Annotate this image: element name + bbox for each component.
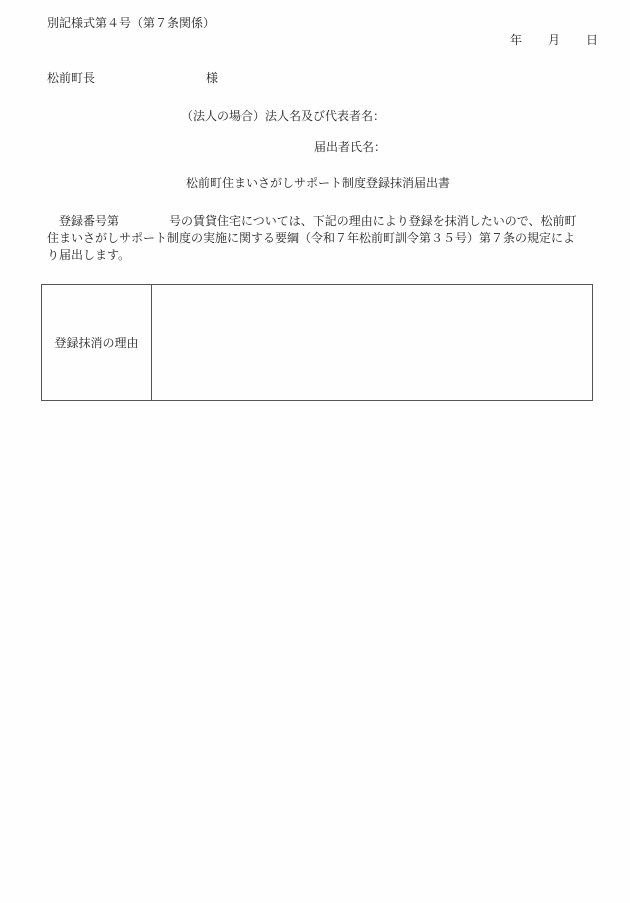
applicant-name-label: 届出者氏名：	[314, 140, 387, 154]
corporate-name-label: （法人の場合）法人名及び代表者名：	[181, 109, 386, 123]
reason-row	[42, 285, 593, 401]
body-line-1	[47, 213, 592, 230]
date-month: 月	[548, 33, 561, 47]
addressee-name: 松前町長	[47, 71, 96, 85]
date-line	[510, 33, 598, 47]
body-line-1-text: 号の賃貸住宅については、下記の理由により登録を抹消したいので、松前町	[169, 214, 577, 228]
reason-value-cell[interactable]	[152, 285, 593, 401]
reason-label: 登録抹消の理由	[42, 285, 152, 401]
addressee-honorific: 様	[206, 71, 219, 85]
registration-number-prefix: 登録番号第	[59, 214, 120, 228]
body-line-3: り届出します。	[47, 248, 131, 262]
body-line-2: 住まいさがしサポート制度の実施に関する要綱（令和７年松前町訓令第３５号）第７条の規定によ	[47, 231, 576, 245]
form-number: 別記様式第４号（第７条関係）	[47, 16, 216, 30]
date-day: 日	[586, 33, 599, 47]
date-year: 年	[510, 33, 523, 47]
document-title: 松前町住まいさがしサポート制度登録抹消届出書	[186, 176, 451, 190]
body-paragraph	[47, 213, 592, 264]
reason-table	[41, 284, 593, 401]
